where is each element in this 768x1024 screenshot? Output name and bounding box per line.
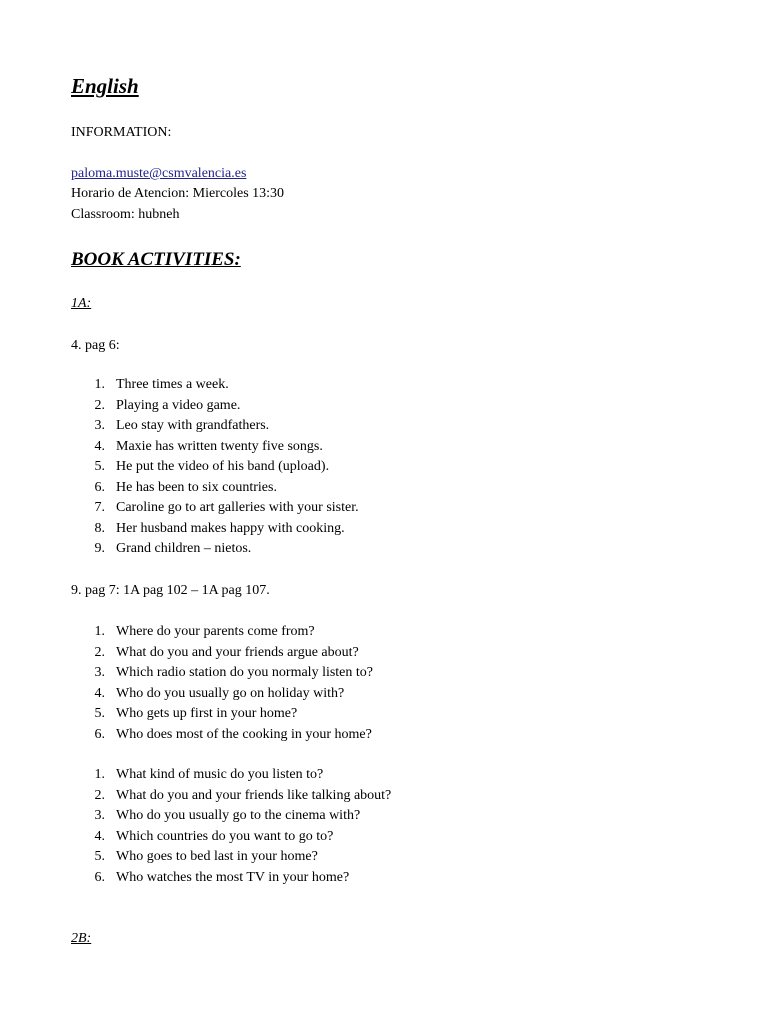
list-item: 6. He has been to six countries.	[94, 479, 277, 495]
list-item: 5. Who gets up first in your home?	[94, 706, 298, 721]
list-item: 5. Who goes to bed last in your home?	[94, 849, 318, 864]
list-item: 2. What do you and your friends like talking about?	[94, 787, 392, 803]
section-2b-heading: 2B:	[71, 931, 92, 946]
list-item: 6. Who does most of the cooking in your home?	[94, 726, 372, 742]
exercise-9-list-a	[71, 622, 374, 745]
exercise-9-label: 9. pag 7: 1A pag 102 – 1A pag 107.	[71, 583, 270, 598]
exercise-4-list	[71, 375, 359, 560]
email-link[interactable]: paloma.muste@csmvalencia.es	[71, 166, 247, 181]
list-item: 7. Caroline go to art galleries with your sister.	[94, 500, 359, 515]
page-title: English	[71, 74, 139, 98]
classroom-text: Classroom: hubneh	[71, 207, 180, 222]
list-item: 4. Who do you usually go on holiday with?	[94, 685, 345, 701]
list-item: 4. Maxie has written twenty five songs.	[94, 438, 323, 454]
list-item: 3. Who do you usually go to the cinema with?	[94, 808, 361, 823]
exercise-9-list-b	[71, 765, 392, 888]
list-item: 1. Three times a week.	[94, 377, 229, 392]
list-item: 4. Which countries do you want to go to?	[94, 828, 334, 844]
list-item: 2. Playing a video game.	[94, 397, 241, 413]
section-1a-heading: 1A:	[71, 296, 92, 311]
information-label: INFORMATION:	[71, 125, 172, 140]
list-item: 2. What do you and your friends argue about?	[94, 644, 359, 660]
list-item: 1. Where do your parents come from?	[94, 624, 315, 639]
horario-text: Horario de Atencion: Miercoles 13:30	[71, 186, 285, 201]
exercise-4-label: 4. pag 6:	[71, 338, 120, 353]
list-item: 3. Which radio station do you normaly listen to?	[94, 665, 374, 680]
list-item: 6. Who watches the most TV in your home?	[94, 869, 350, 885]
list-item: 3. Leo stay with grandfathers.	[94, 418, 270, 433]
list-item: 8. Her husband makes happy with cooking.	[94, 520, 345, 536]
list-item: 9. Grand children – nietos.	[94, 541, 252, 556]
list-item: 5. He put the video of his band (upload).	[94, 459, 330, 474]
book-activities-heading: BOOK ACTIVITIES:	[71, 249, 241, 270]
list-item: 1. What kind of music do you listen to?	[94, 767, 324, 782]
